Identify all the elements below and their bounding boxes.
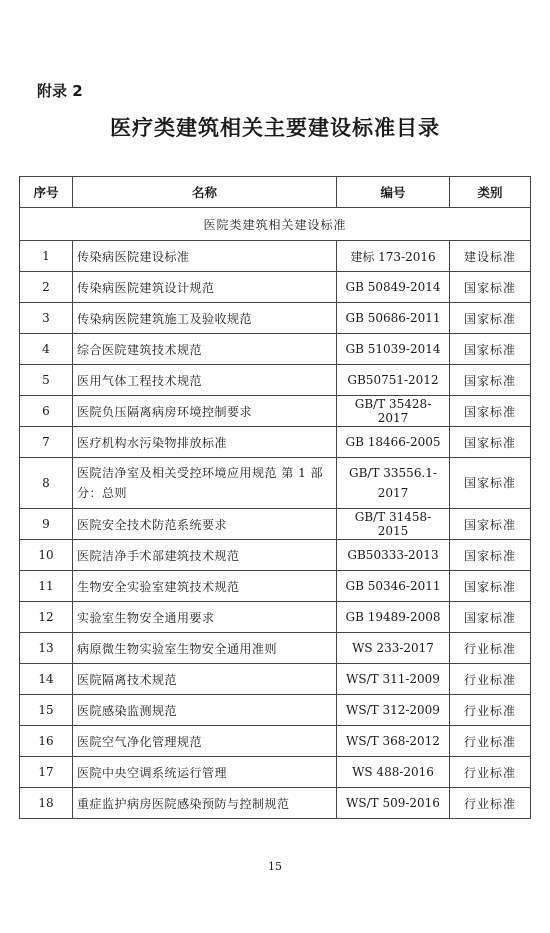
cell-name: 医院洁净手术部建筑技术规范 xyxy=(73,540,337,571)
cell-category: 行业标准 xyxy=(450,664,531,695)
cell-name: 医院安全技术防范系统要求 xyxy=(73,509,337,540)
header-category: 类别 xyxy=(450,177,531,208)
table-row xyxy=(20,695,531,726)
table-row xyxy=(20,334,531,365)
cell-code: GB50751-2012 xyxy=(337,365,450,396)
header-name: 名称 xyxy=(73,177,337,208)
cell-name: 医院空气净化管理规范 xyxy=(73,726,337,757)
cell-seq: 17 xyxy=(20,757,73,788)
cell-name: 生物安全实验室建筑技术规范 xyxy=(73,571,337,602)
cell-category: 国家标准 xyxy=(450,272,531,303)
cell-code: WS/T 368-2012 xyxy=(337,726,450,757)
cell-seq: 2 xyxy=(20,272,73,303)
cell-seq: 5 xyxy=(20,365,73,396)
table-row xyxy=(20,365,531,396)
cell-name: 实验室生物安全通用要求 xyxy=(73,602,337,633)
cell-seq: 16 xyxy=(20,726,73,757)
table-row xyxy=(20,633,531,664)
cell-name: 综合医院建筑技术规范 xyxy=(73,334,337,365)
cell-category: 行业标准 xyxy=(450,633,531,664)
cell-category: 国家标准 xyxy=(450,602,531,633)
table-row xyxy=(20,509,531,540)
table-row xyxy=(20,303,531,334)
page-number: 15 xyxy=(268,860,282,873)
cell-seq: 15 xyxy=(20,695,73,726)
cell-code: WS/T 509-2016 xyxy=(337,788,450,819)
cell-seq: 4 xyxy=(20,334,73,365)
cell-code: GB 50686-2011 xyxy=(337,303,450,334)
cell-code: WS 233-2017 xyxy=(337,633,450,664)
cell-category: 国家标准 xyxy=(450,334,531,365)
cell-seq: 10 xyxy=(20,540,73,571)
table-row xyxy=(20,458,531,509)
page-title: 医疗类建筑相关主要建设标准目录 xyxy=(110,116,440,140)
cell-seq: 7 xyxy=(20,427,73,458)
table-row xyxy=(20,726,531,757)
cell-code: GB/T 33556.1-2017 xyxy=(337,458,450,509)
cell-category: 国家标准 xyxy=(450,571,531,602)
cell-category: 国家标准 xyxy=(450,540,531,571)
standards-table xyxy=(19,176,531,819)
cell-seq: 13 xyxy=(20,633,73,664)
table-row xyxy=(20,427,531,458)
table-row xyxy=(20,757,531,788)
cell-code: GB 18466-2005 xyxy=(337,427,450,458)
cell-category: 国家标准 xyxy=(450,396,531,427)
cell-code: WS/T 312-2009 xyxy=(337,695,450,726)
cell-name: 病原微生物实验室生物安全通用准则 xyxy=(73,633,337,664)
cell-name: 传染病医院建筑施工及验收规范 xyxy=(73,303,337,334)
table-row xyxy=(20,571,531,602)
cell-name: 医疗机构水污染物排放标准 xyxy=(73,427,337,458)
table-row xyxy=(20,540,531,571)
cell-category: 行业标准 xyxy=(450,726,531,757)
cell-name: 医院中央空调系统运行管理 xyxy=(73,757,337,788)
cell-category: 行业标准 xyxy=(450,757,531,788)
cell-category: 国家标准 xyxy=(450,509,531,540)
cell-code: GB/T 35428-2017 xyxy=(337,396,450,427)
cell-seq: 14 xyxy=(20,664,73,695)
cell-seq: 18 xyxy=(20,788,73,819)
cell-name: 医院隔离技术规范 xyxy=(73,664,337,695)
cell-code: WS/T 311-2009 xyxy=(337,664,450,695)
cell-category: 国家标准 xyxy=(450,427,531,458)
cell-seq: 3 xyxy=(20,303,73,334)
section-title: 医院类建筑相关建设标准 xyxy=(20,208,531,241)
cell-code: 建标 173-2016 xyxy=(337,241,450,272)
appendix-label: 附录 2 xyxy=(37,82,83,100)
table-row xyxy=(20,241,531,272)
cell-category: 国家标准 xyxy=(450,458,531,509)
table-row xyxy=(20,664,531,695)
cell-seq: 12 xyxy=(20,602,73,633)
table-row xyxy=(20,396,531,427)
cell-seq: 9 xyxy=(20,509,73,540)
table-header-row xyxy=(20,177,531,208)
cell-seq: 8 xyxy=(20,458,73,509)
cell-name: 医院感染监测规范 xyxy=(73,695,337,726)
table-row xyxy=(20,788,531,819)
table-row xyxy=(20,272,531,303)
cell-code: GB 51039-2014 xyxy=(337,334,450,365)
header-seq: 序号 xyxy=(20,177,73,208)
cell-code: WS 488-2016 xyxy=(337,757,450,788)
cell-code: GB/T 31458-2015 xyxy=(337,509,450,540)
cell-name: 传染病医院建设标准 xyxy=(73,241,337,272)
cell-category: 建设标准 xyxy=(450,241,531,272)
cell-seq: 1 xyxy=(20,241,73,272)
cell-category: 行业标准 xyxy=(450,695,531,726)
header-code: 编号 xyxy=(337,177,450,208)
cell-name: 重症监护病房医院感染预防与控制规范 xyxy=(73,788,337,819)
cell-category: 国家标准 xyxy=(450,303,531,334)
cell-code: GB50333-2013 xyxy=(337,540,450,571)
cell-category: 国家标准 xyxy=(450,365,531,396)
cell-code: GB 50346-2011 xyxy=(337,571,450,602)
cell-seq: 11 xyxy=(20,571,73,602)
cell-seq: 6 xyxy=(20,396,73,427)
cell-name: 医院洁净室及相关受控环境应用规范 第 1 部分：总则 xyxy=(73,458,337,509)
cell-code: GB 19489-2008 xyxy=(337,602,450,633)
cell-name: 医院负压隔离病房环境控制要求 xyxy=(73,396,337,427)
table-row xyxy=(20,602,531,633)
cell-category: 行业标准 xyxy=(450,788,531,819)
cell-name: 传染病医院建筑设计规范 xyxy=(73,272,337,303)
cell-code: GB 50849-2014 xyxy=(337,272,450,303)
cell-name: 医用气体工程技术规范 xyxy=(73,365,337,396)
section-row xyxy=(20,208,531,241)
